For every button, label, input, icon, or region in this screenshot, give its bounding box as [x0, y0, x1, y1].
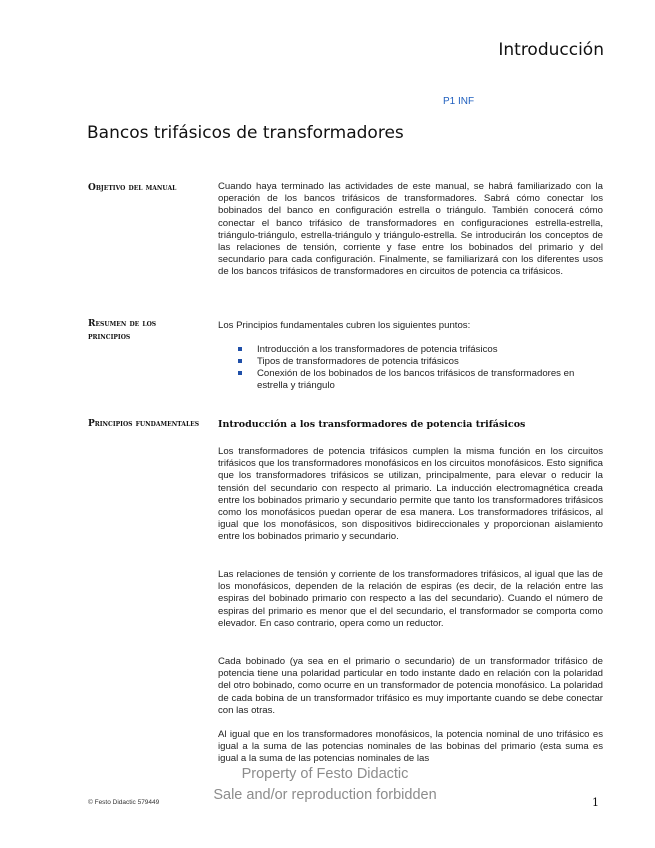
- list-item: Tipos de transformadores de potencia trifásicos: [238, 356, 603, 368]
- objetivo-paragraph: Cuando haya terminado las actividades de este manual, se habrá familiarizado con la operación de los bancos trifásicos de transformadores. Sabrá cómo conectar los bobinados del banco en configuración estrella o triángulo. También conocerá cómo conectar el banco trifásico de transformadores en configuraciones estrella-estrella, triángulo-triángulo, estrella-triángulo y triángulo-estrella. Se introducirán los conceptos de las relaciones de tensión, corriente y fase entre los bobinados del primario y del secundario para cada configuración. Finalmente, se familiarizará con los diferentes usos de los bancos trifásicos de transformadores en circuitos de potencia ca trifásicos.: [218, 181, 603, 278]
- page-number: 1: [592, 796, 599, 809]
- resumen-intro: Los Principios fundamentales cubren los siguientes puntos:: [218, 320, 471, 331]
- side-label-objetivo: Objetivo del manual: [88, 183, 177, 193]
- page-title: Bancos trifásicos de transformadores: [87, 123, 404, 143]
- principios-paragraph-4: Al igual que en los transformadores monofásicos, la potencia nominal de uno trifásico es igual a la suma de las potencias nominales de las bobinas del primario (esta suma es igual a la suma de las potencias nominales de las: [218, 729, 603, 765]
- resumen-bullet-list: [238, 344, 603, 392]
- list-item: Conexión de los bobinados de los bancos trifásicos de transformadores en estrella y triángulo: [238, 368, 603, 392]
- watermark-line-1: Property of Festo Didactic: [150, 766, 500, 782]
- side-label-principios: Principios fundamentales: [88, 419, 200, 429]
- principios-paragraph-3: Cada bobinado (ya sea en el primario o secundario) de un transformador trifásico de potencia tiene una polaridad particular en todo instante dado en relación con la polaridad del otro bobinado, como ocurre en un transformador de potencia monofásico. La polaridad de cada bobina de un transformador trifásico es muy importante cuando se debe conectar con las otras.: [218, 656, 603, 716]
- bullet-icon: [238, 371, 242, 375]
- bullet-icon: [238, 359, 242, 363]
- section-tag: P1 INF: [443, 96, 475, 107]
- principios-paragraph-2: Las relaciones de tensión y corriente de los transformadores trifásicos, al igual que las de los monofásicos, dependen de la relación de espiras (es decir, de la relación entre las espiras del bobinado primario con respecto a las del secundario). Cuando el número de espiras del primario es menor que el del secundario, el transformador se comporta como elevador. En caso contrario, opera como un reductor.: [218, 569, 603, 629]
- chapter-header: Introducción: [498, 40, 604, 60]
- list-item: Introducción a los transformadores de potencia trifásicos: [238, 344, 603, 356]
- footer-copyright: © Festo Didactic 579449: [88, 799, 160, 806]
- side-label-resumen: Resumen de los principios: [88, 319, 157, 342]
- principios-subtitle: Introducción a los transformadores de potencia trifásicos: [218, 419, 526, 430]
- watermark-line-2: Sale and/or reproduction forbidden: [213, 787, 437, 803]
- principios-paragraph-1: Los transformadores de potencia trifásicos cumplen la misma función en los circuitos trifásicos que los transformadores monofásicos en los circuitos monofásicos. Esto significa que los transformadores trifásicos se utilizan, principalmente, para elevar o reducir la tensión del secundario con respecto al primario. La inducción electromagnética creada entre los bobinados primario y secundario permite que tanto los transformadores trifásicos como los monofásicos puedan operar de esa manera. Los transformadores trifásicos, al igual que los monofásicos, son dispositivos bidireccionales y proporcionan aislamiento entre los bobinados primario y secundario.: [218, 446, 603, 543]
- bullet-icon: [238, 347, 242, 351]
